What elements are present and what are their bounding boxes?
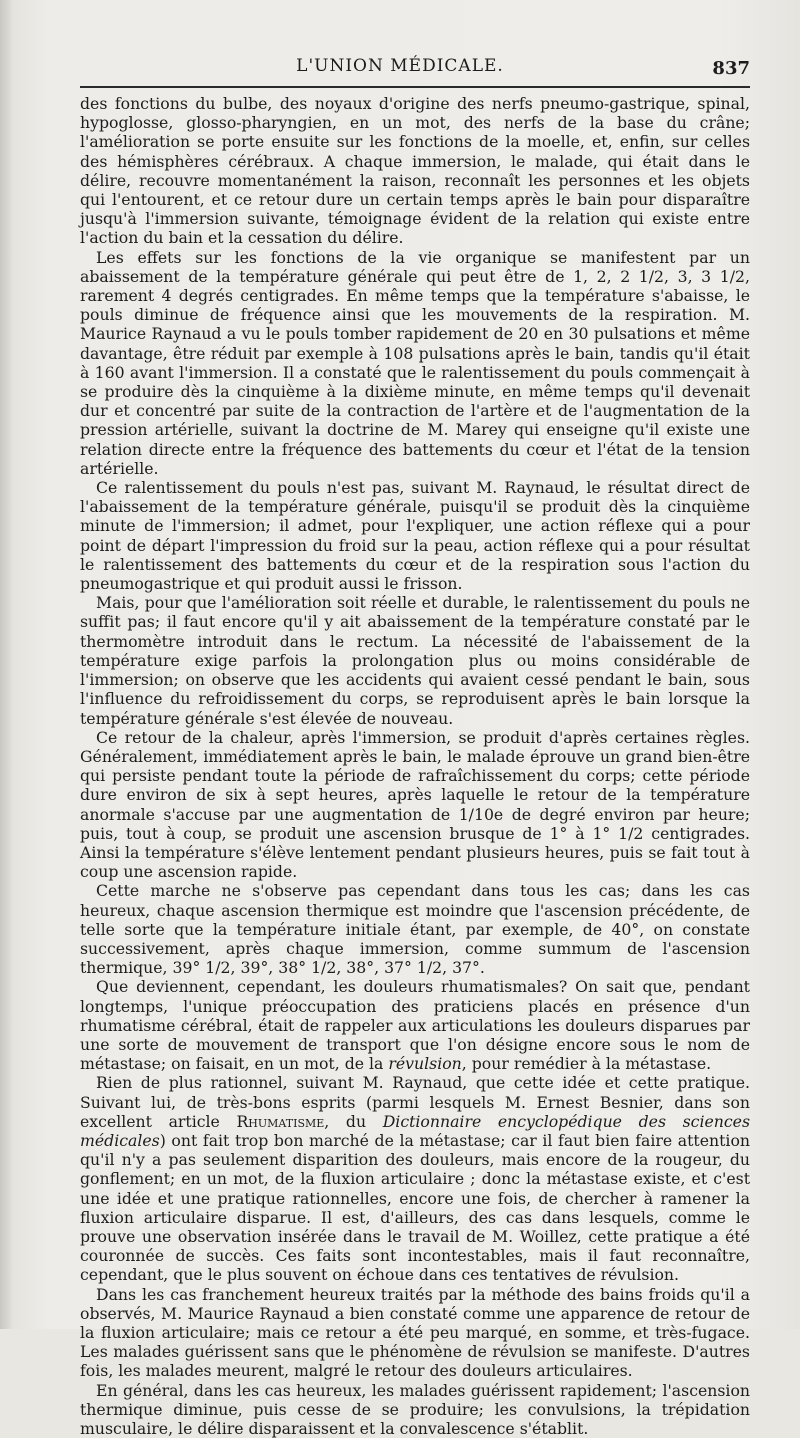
paragraph: Cette marche ne s'observe pas cependant dans tous les cas; dans les cas heureux, chaque ascension thermique est moindre que l'ascension précédente, de telle sorte que la température initiale étant, par exemple, de 40°, on constate successivement, après chaque immersion, comme summum de l'ascension thermique, 39° 1/2, 39°, 38° 1/2, 38°, 37° 1/2, 37°. <box>80 881 750 978</box>
paragraph: Dans les cas franchement heureux traités par la méthode des bains froids qu'il a observés, M. Maurice Raynaud a bien constaté comme une apparence de retour de la fluxion articulaire; mais ce retour a été peu marqué, en somme, et très-fugace. Les malades guérissent sans que le phénomène de révulsion se manifeste. D'autres fois, les malades meurent, malgré le retour des douleurs articulaires. <box>80 1284 750 1381</box>
body-text <box>80 94 750 1438</box>
paragraph: Les effets sur les fonctions de la vie organique se manifestent par un abaissement de la température générale qui peut être de 1, 2, 2 1/2, 3, 3 1/2, rarement 4 degrés centigrades. En même temps que la température s'abaisse, le pouls diminue de fréquence ainsi que les mouvements de la respiration. M. Maurice Raynaud a vu le pouls tomber rapidement de 20 en 30 pulsations et même davantage, être réduit par exemple à 108 pulsations après le bain, tandis qu'il était à 160 avant l'immersion. Il a constaté que le ralentissement du pouls commençait à se produire dès la cinquième à la dixième minute, en même temps qu'il devenait dur et concentré par suite de la contraction de l'artère et de l'augmentation de la pression artérielle, suivant la doctrine de M. Marey qui enseigne qu'il existe une relation directe entre la fréquence des battements du cœur et l'état de la tension artérielle. <box>80 247 750 478</box>
paragraph: des fonctions du bulbe, des noyaux d'origine des nerfs pneumo-gastrique, spinal, hypoglosse, glosso-pharyngien, en un mot, des nerfs de la base du crâne; l'amélioration se porte ensuite sur les fonctions de la moelle, et, enfin, sur celles des hémisphères cérébraux. A chaque immersion, le malade, qui était dans le délire, recouvre momentanément la raison, reconnaît les personnes et les objets qui l'entourent, et ce retour dure un certain temps après le bain pour disparaître jusqu'à l'immersion suivante, témoignage évident de la relation qui existe entre l'action du bain et la cessation du délire. <box>80 94 750 248</box>
paragraph: Ce retour de la chaleur, après l'immersion, se produit d'après certaines règles. Généralement, immédiatement après le bain, le malade éprouve un grand bien-être qui persiste pendant toute la période de rafraîchissement du corps; cette période dure environ de six à sept heures, après laquelle le retour de la température anormale s'accuse par une augmentation de 1/10e de degré environ par heure; puis, tout à coup, se produit une ascension brusque de 1° à 1° 1/2 centigrades. Ainsi la température s'élève lentement pendant plusieurs heures, puis se fait tout à coup une ascension rapide. <box>80 727 750 882</box>
small-caps-term: Rhumatisme <box>236 1111 325 1131</box>
page-number: 837 <box>712 58 750 79</box>
paragraph: En général, dans les cas heureux, les malades guérissent rapidement; l'ascension thermique diminue, puis cesse de se produire; les convulsions, la trépidation musculaire, le délire disparaissent et la convalescence s'établit. <box>80 1380 750 1438</box>
paragraph: Mais, pour que l'amélioration soit réelle et durable, le ralentissement du pouls ne suffit pas; il faut encore qu'il y ait abaissement de la température constaté par le thermomètre introduit dans le rectum. La nécessité de l'abaissement de la température exige parfois la prolongation plus ou moins considérable de l'immersion; on observe que les accidents qui avaient cessé pendant le bain, sous l'influence du refroidissement du corps, se reproduisent après le bain lorsque la température générale s'est élevée de nouveau. <box>80 593 750 728</box>
paragraph-text: , pour remédier à la métastase. <box>461 1054 712 1074</box>
italic-term: révulsion <box>388 1054 462 1074</box>
paragraph <box>80 1073 750 1284</box>
italic-title: Dictionnaire encyclopédique des sciences médicales <box>80 1111 750 1150</box>
paragraph: Ce ralentissement du pouls n'est pas, suivant M. Raynaud, le résultat direct de l'abaissement de la température générale, puisqu'il se produit dès la cinquième minute de l'immersion; il admet, pour l'expliquer, une action réflexe qui a pour point de départ l'impression du froid sur la peau, action réflexe qui a pour résultat le ralentissement des battements du cœur et de la respiration sous l'action du pneumogastrique et qui produit aussi le frisson. <box>80 478 750 594</box>
paragraph <box>80 977 750 1073</box>
header-rule <box>80 86 750 88</box>
paragraph-text: Rien de plus rationnel, suivant M. Raynaud, que cette idée et cette pratique. Suivant lui, de très-bons esprits (parmi lesquels M. Ernest Besnier, dans son excellent article <box>80 1073 750 1131</box>
page-gutter-shadow <box>0 0 12 1329</box>
running-title: L'UNION MÉDICALE. <box>296 56 504 76</box>
paragraph-text: Que deviennent, cependant, les douleurs rhumatismales? On sait que, pendant longtemps, l'unique préoccupation des praticiens placés en présence d'un rhumatisme cérébral, était de rappeler aux articulations les douleurs disparues par une sorte de mouvement de transport que l'on désigne encore sous le nom de métastase; on faisait, en un mot, de la <box>80 977 750 1074</box>
paragraph-text: , du <box>324 1111 383 1131</box>
paragraph-text: ) ont fait trop bon marché de la métastase; car il faut bien faire attention qu'il n'y a pas seulement disparition des douleurs, mais encore de la rougeur, du gonflement; en un mot, de la fluxion articulaire ; donc la métastase existe, et c'est une idée et une pratique rationnelles, encore une fois, de chercher à ramener la fluxion articulaire disparue. Il est, d'ailleurs, des cas dans lesquels, comme le prouve une observation insérée dans le travail de M. Woillez, cette pratique a été couronnée de succès. Ces faits sont incontestables, mais il faut reconnaître, cependant, que le plus souvent on échoue dans ces tentatives de révulsion. <box>80 1130 750 1285</box>
